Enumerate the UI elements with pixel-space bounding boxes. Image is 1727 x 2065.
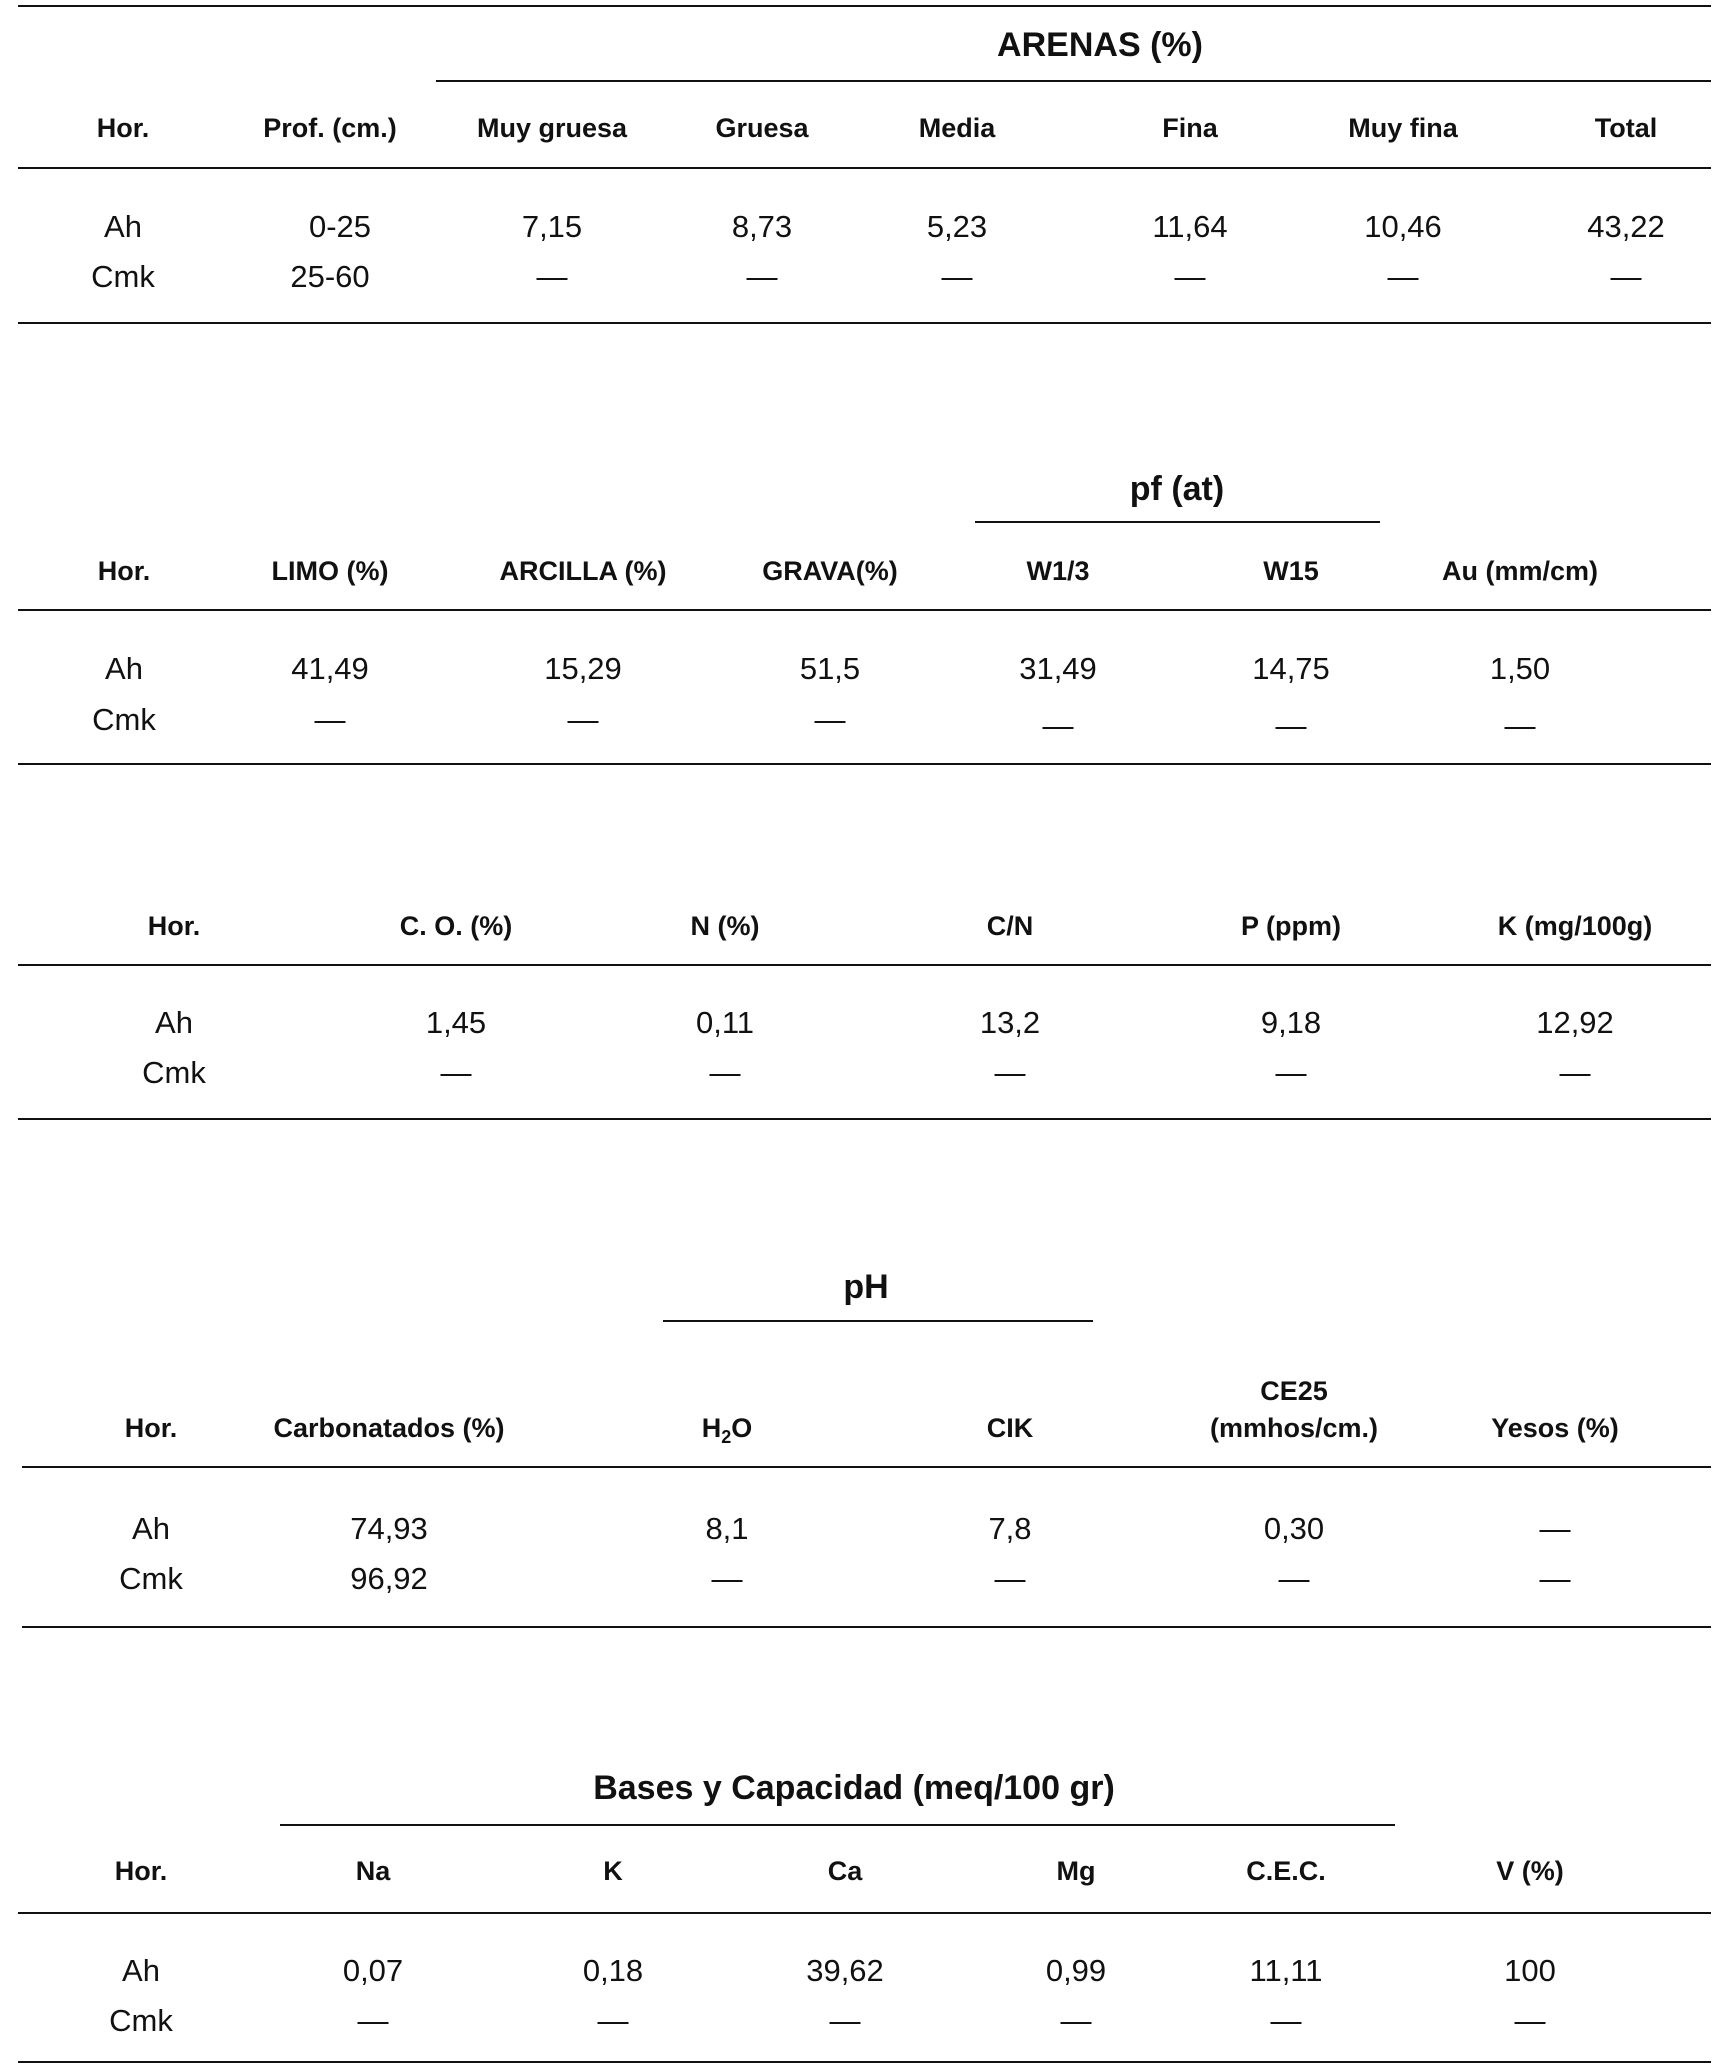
table-cell: 5,23 — [926, 209, 988, 244]
table-cell: 11,11 — [1249, 1953, 1323, 1988]
column-header: Hor. — [124, 1413, 178, 1443]
column-header: Carbonatados (%) — [273, 1413, 505, 1443]
header-rule — [18, 1912, 1711, 1914]
group-header-rule — [280, 1824, 1395, 1826]
horizon-label: Cmk — [119, 1561, 183, 1596]
column-header: Total — [1594, 113, 1658, 143]
table-cell: 25-60 — [290, 259, 370, 294]
column-header: GRAVA(%) — [762, 556, 898, 586]
table-cell: 0,18 — [582, 1953, 644, 1988]
table-cell: 9,18 — [1260, 1005, 1322, 1040]
table-cell: — — [1275, 1055, 1307, 1090]
table-cell: — — [1278, 1561, 1310, 1596]
column-header: C.E.C. — [1246, 1856, 1326, 1886]
table-cell: — — [1539, 1511, 1571, 1546]
column-header: Gruesa — [715, 113, 809, 143]
column-header: Hor. — [147, 911, 201, 941]
group-header-rule — [436, 80, 1711, 82]
column-header: Hor. — [96, 113, 150, 143]
table-cell: — — [1042, 708, 1074, 743]
table-cell: 1,45 — [425, 1005, 487, 1040]
column-header: C. O. (%) — [399, 911, 513, 941]
table-cell: 15,29 — [544, 651, 622, 686]
table-bottom-rule — [18, 322, 1711, 324]
table-cell: — — [994, 1561, 1026, 1596]
column-header: Mg — [1056, 1856, 1096, 1886]
group-header-pf: pf (at) — [1129, 470, 1225, 508]
table-cell: — — [941, 259, 973, 294]
table-cell: 10,46 — [1364, 209, 1442, 244]
table-cell: 74,93 — [350, 1511, 428, 1546]
column-header-h2o — [702, 1413, 753, 1448]
table-cell: 43,22 — [1587, 209, 1665, 244]
table-cell: — — [1270, 2003, 1302, 2038]
column-header: C/N — [986, 911, 1034, 941]
table-cell: 13,2 — [979, 1005, 1041, 1040]
header-rule — [22, 1466, 1711, 1468]
group-header-rule — [975, 521, 1380, 523]
table-bottom-rule — [18, 2061, 1711, 2063]
column-header: Muy gruesa — [476, 113, 628, 143]
table-cell: — — [709, 1055, 741, 1090]
h2o-subscript: 2 — [721, 1427, 732, 1447]
table-cell: 0,07 — [342, 1953, 404, 1988]
column-header: Hor. — [97, 556, 151, 586]
column-header-ce25-unit: (mmhos/cm.) — [1209, 1413, 1379, 1443]
table-top-rule — [18, 5, 1711, 7]
header-rule — [18, 167, 1711, 169]
column-header: V (%) — [1496, 1856, 1564, 1886]
table-cell: 0,11 — [695, 1005, 755, 1040]
h2o-o: O — [731, 1413, 753, 1443]
table-cell: — — [1275, 708, 1307, 743]
table-cell: — — [829, 2003, 861, 2038]
column-header: LIMO (%) — [271, 556, 389, 586]
table-cell: — — [1539, 1561, 1571, 1596]
column-header: Media — [918, 113, 996, 143]
table-bottom-rule — [18, 1118, 1711, 1120]
table-cell: — — [711, 1561, 743, 1596]
table-cell: 0,99 — [1045, 1953, 1107, 1988]
table-cell: — — [1610, 259, 1642, 294]
horizon-label: Ah — [155, 1005, 193, 1040]
column-header: Yesos (%) — [1491, 1413, 1619, 1443]
column-header: CIK — [986, 1413, 1034, 1443]
table-cell: — — [314, 702, 346, 737]
header-rule — [18, 964, 1711, 966]
column-header: Na — [355, 1856, 391, 1886]
horizon-label: Cmk — [91, 259, 155, 294]
table-cell: 14,75 — [1252, 651, 1330, 686]
table-cell: — — [814, 702, 846, 737]
column-header-ce25: CE25 — [1260, 1376, 1328, 1406]
h2o-h: H — [701, 1413, 722, 1443]
horizon-label: Cmk — [92, 702, 156, 737]
header-rule — [18, 609, 1711, 611]
horizon-label: Ah — [132, 1511, 170, 1546]
table-cell: 0-25 — [308, 209, 372, 244]
group-header-ph: pH — [843, 1268, 889, 1306]
table-cell: 11,64 — [1152, 209, 1228, 244]
table-bottom-rule — [22, 1626, 1711, 1628]
column-header: W15 — [1263, 556, 1319, 586]
table-cell: 100 — [1504, 1953, 1556, 1988]
table-cell: — — [746, 259, 778, 294]
horizon-label: Ah — [105, 651, 143, 686]
table-cell: — — [994, 1055, 1026, 1090]
table-cell: 41,49 — [291, 651, 369, 686]
table-cell: 96,92 — [350, 1561, 428, 1596]
column-header: W1/3 — [1026, 556, 1090, 586]
table-cell: 7,15 — [521, 209, 583, 244]
column-header: Au (mm/cm) — [1441, 556, 1599, 586]
column-header: Hor. — [114, 1856, 168, 1886]
table-cell: 8,1 — [705, 1511, 749, 1546]
table-cell: — — [1504, 708, 1536, 743]
column-header: P (ppm) — [1241, 911, 1341, 941]
table-cell: 7,8 — [988, 1511, 1032, 1546]
column-header: N (%) — [690, 911, 760, 941]
table-cell: 12,92 — [1536, 1005, 1614, 1040]
column-header: K — [603, 1856, 623, 1886]
table-cell: 0,30 — [1263, 1511, 1325, 1546]
table-cell: — — [597, 2003, 629, 2038]
group-header-rule — [663, 1320, 1093, 1322]
table-cell: — — [1060, 2003, 1092, 2038]
table-cell: — — [1174, 259, 1206, 294]
table-cell: — — [1514, 2003, 1546, 2038]
horizon-label: Ah — [104, 209, 142, 244]
table-cell: — — [1387, 259, 1419, 294]
table-cell: 39,62 — [806, 1953, 884, 1988]
table-cell: 51,5 — [799, 651, 861, 686]
table-bottom-rule — [18, 763, 1711, 765]
table-cell: — — [440, 1055, 472, 1090]
table-cell: 8,73 — [731, 209, 793, 244]
column-header: Prof. (cm.) — [263, 113, 397, 143]
table-cell: — — [567, 702, 599, 737]
table-cell: — — [357, 2003, 389, 2038]
table-cell: 1,50 — [1489, 651, 1551, 686]
horizon-label: Ah — [122, 1953, 160, 1988]
column-header: ARCILLA (%) — [499, 556, 667, 586]
table-cell: 31,49 — [1019, 651, 1097, 686]
column-header: Muy fina — [1348, 113, 1458, 143]
column-header: Ca — [827, 1856, 863, 1886]
table-cell: — — [536, 259, 568, 294]
table-cell: — — [1559, 1055, 1591, 1090]
horizon-label: Cmk — [109, 2003, 173, 2038]
group-header-arenas: ARENAS (%) — [997, 26, 1203, 64]
horizon-label: Cmk — [142, 1055, 206, 1090]
column-header: Fina — [1162, 113, 1218, 143]
group-header-bases: Bases y Capacidad (meq/100 gr) — [593, 1769, 1115, 1807]
column-header: K (mg/100g) — [1497, 911, 1653, 941]
